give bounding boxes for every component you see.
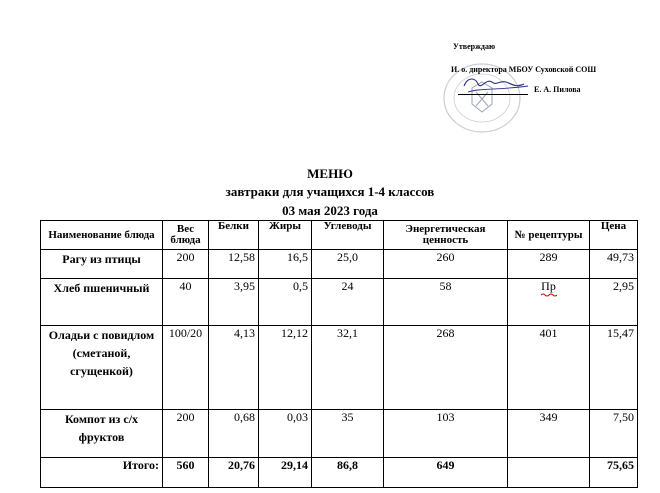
dish-weight: 100/20 xyxy=(163,326,209,410)
table-header-row xyxy=(41,221,638,250)
dish-protein: 4,13 xyxy=(209,326,259,410)
dish-energy: 268 xyxy=(384,326,508,410)
dish-price: 7,50 xyxy=(590,410,638,458)
dish-recipe: 289 xyxy=(508,250,590,279)
total-energy: 649 xyxy=(384,458,508,488)
dish-protein: 12,58 xyxy=(209,250,259,279)
total-protein: 20,76 xyxy=(209,458,259,488)
dish-name: Хлеб пшеничный xyxy=(41,279,163,326)
dish-weight: 200 xyxy=(163,410,209,458)
dish-price: 2,95 xyxy=(590,279,638,326)
dish-energy: 260 xyxy=(384,250,508,279)
table-row xyxy=(41,250,638,279)
header-recipe: № рецептуры xyxy=(508,221,590,250)
dish-name: Оладьи с повидлом (сметаной, сгущенкой) xyxy=(41,326,163,410)
dish-recipe: 349 xyxy=(508,410,590,458)
spellcheck-underline-icon xyxy=(541,293,557,297)
total-price: 75,65 xyxy=(590,458,638,488)
signature-line xyxy=(458,94,528,95)
dish-name: Рагу из птицы xyxy=(41,250,163,279)
dish-fat: 12,12 xyxy=(259,326,312,410)
header-name: Наименование блюда xyxy=(41,221,163,250)
header-price: Цена xyxy=(590,221,638,250)
approval-block xyxy=(406,26,660,144)
approval-line-position: И. о. директора МБОУ Суховской СОШ xyxy=(451,65,597,74)
header-fat: Жиры xyxy=(259,221,312,250)
dish-fat: 0,5 xyxy=(259,279,312,326)
table-row xyxy=(41,279,638,326)
dish-carbs: 24 xyxy=(312,279,384,326)
total-weight: 560 xyxy=(163,458,209,488)
header-carbs: Углеводы xyxy=(312,221,384,250)
stamp-seal-icon xyxy=(406,26,660,144)
dish-protein: 3,95 xyxy=(209,279,259,326)
table-total-row xyxy=(41,458,638,488)
dish-weight: 200 xyxy=(163,250,209,279)
menu-date: 03 мая 2023 года xyxy=(282,203,378,218)
dish-recipe xyxy=(508,279,590,326)
header-energy: Энергетическая ценность xyxy=(384,221,508,250)
total-carbs: 86,8 xyxy=(312,458,384,488)
dish-protein: 0,68 xyxy=(209,410,259,458)
dish-carbs: 25,0 xyxy=(312,250,384,279)
menu-table xyxy=(40,220,638,488)
dish-price: 15,47 xyxy=(590,326,638,410)
header-protein: Белки xyxy=(209,221,259,250)
table-row xyxy=(41,410,638,458)
menu-title: МЕНЮ xyxy=(307,166,353,181)
dish-energy: 103 xyxy=(384,410,508,458)
dish-price: 49,73 xyxy=(590,250,638,279)
dish-weight: 40 xyxy=(163,279,209,326)
dish-recipe: 401 xyxy=(508,326,590,410)
dish-carbs: 32,1 xyxy=(312,326,384,410)
total-label: Итого: xyxy=(41,458,163,488)
recipe-code: Пр xyxy=(541,279,556,293)
total-fat: 29,14 xyxy=(259,458,312,488)
total-recipe xyxy=(508,458,590,488)
dish-carbs: 35 xyxy=(312,410,384,458)
dish-recipe-value xyxy=(541,279,556,293)
approval-line-approve: Утверждаю xyxy=(453,42,496,51)
header-weight: Вес блюда xyxy=(163,221,209,250)
menu-subtitle: завтраки для учащихся 1-4 классов xyxy=(225,184,435,199)
table-row xyxy=(41,326,638,410)
dish-name: Компот из с/х фруктов xyxy=(41,410,163,458)
dish-fat: 0,03 xyxy=(259,410,312,458)
dish-fat: 16,5 xyxy=(259,250,312,279)
approval-line-name: Е. А. Пилова xyxy=(534,85,581,94)
dish-energy: 58 xyxy=(384,279,508,326)
